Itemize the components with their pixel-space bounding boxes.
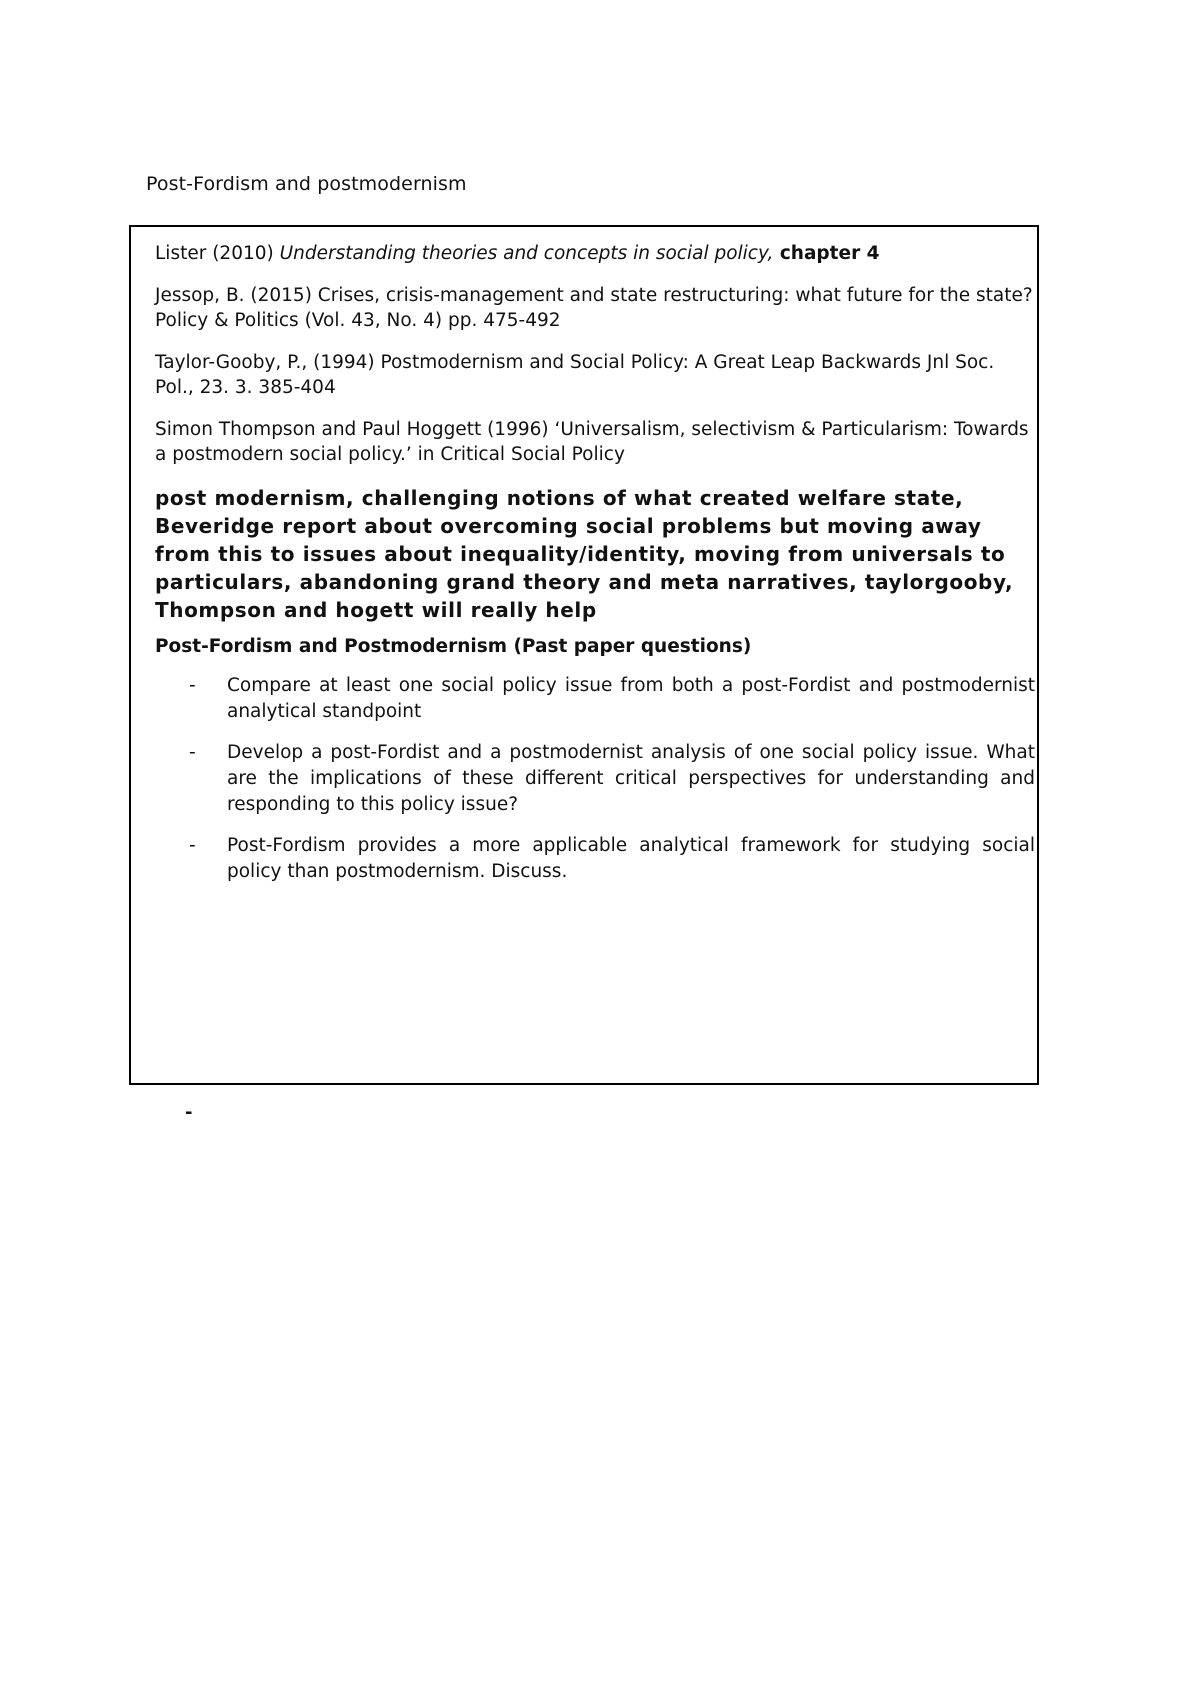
- bullet-dash: -: [189, 742, 196, 763]
- question-text: Compare at least one social policy issue from both a post-Fordist and postmodernist analytical standpoint: [227, 675, 1035, 722]
- reference-thompson-hoggett: Simon Thompson and Paul Hoggett (1996) ‘Universalism, selectivism & Particularism: Towards a postmodern social policy.’ in Critical Social Policy: [155, 419, 1029, 465]
- page-title: Post-Fordism and postmodernism: [146, 173, 467, 195]
- reference-taylor-gooby: Taylor-Gooby, P., (1994) Postmodernism and Social Policy: A Great Leap Backwards Jnl Soc. Pol., 23. 3. 385-404: [155, 352, 995, 398]
- reading-list-box: [129, 225, 1039, 1085]
- list-item: [155, 833, 1035, 885]
- reference-chapter: chapter 4: [773, 243, 880, 264]
- past-paper-heading: Post-Fordism and Postmodernism (Past paper questions): [155, 636, 752, 657]
- list-item: [155, 673, 1035, 725]
- question-text: Post-Fordism provides a more applicable analytical framework for studying social policy than postmodernism. Discuss.: [227, 835, 1035, 882]
- question-text: Develop a post-Fordist and a postmodernist analysis of one social policy issue. What are the implications of these different critical perspectives for understanding and responding to this policy issue?: [227, 742, 1035, 815]
- reference-author: Lister (2010): [155, 243, 280, 264]
- trailing-dash: -: [185, 1102, 193, 1123]
- reference-lister: [155, 241, 1035, 266]
- past-paper-question-list: [155, 673, 1035, 885]
- study-notes: post modernism, challenging notions of what created welfare state, Beveridge report about overcoming social problems but moving away from this to issues about inequality/identity, moving from universals to particulars, abandoning grand theory and meta narratives, taylorgooby, Thompson and hogett will really help: [155, 486, 1014, 622]
- list-item: [155, 740, 1035, 818]
- bullet-dash: -: [189, 835, 196, 856]
- reference-jessop: Jessop, B. (2015) Crises, crisis-management and state restructuring: what future for the state? Policy & Politics (Vol. 43, No. 4) pp. 475-492: [155, 285, 1033, 331]
- bullet-dash: -: [189, 675, 196, 696]
- reference-title: Understanding theories and concepts in social policy,: [279, 243, 774, 264]
- reading-list-content: [155, 233, 1035, 900]
